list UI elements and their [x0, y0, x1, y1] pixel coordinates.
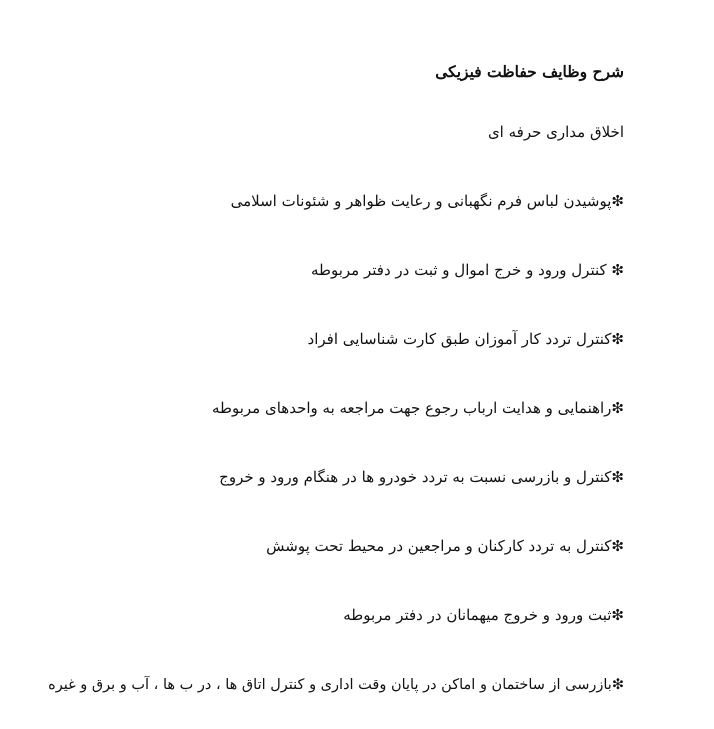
duty-item: ❇کنترل و بازرسی نسبت به تردد خودرو ها در هنگام ورود و خروج	[219, 468, 624, 486]
duty-item: ❇ثبت ورود و خروج میهمانان در دفتر مربوطه	[343, 606, 624, 624]
duty-item: ❇پوشیدن لباس فرم نگهبانی و رعایت ظواهر و شئونات اسلامی	[230, 192, 624, 210]
document-title: شرح وظایف حفاظت فیزیکی	[435, 62, 624, 81]
duty-item: ❇راهنمایی و هدایت ارباب رجوع جهت مراجعه به واحدهای مربوطه	[212, 399, 624, 417]
duty-item: ❇کنترل به تردد کارکنان و مراجعین در محیط تحت پوشش	[266, 537, 624, 555]
document-subtitle: اخلاق مداری حرفه ای	[487, 123, 624, 141]
duty-item: ❇بازرسی از ساختمان و اماکن در پایان وقت اداری و کنترل اتاق ها ، در ب ها ، آب و برق و غیره	[48, 677, 624, 693]
duty-item: ❇کنترل تردد کار آموزان طبق کارت شناسایی افراد	[307, 330, 624, 348]
duty-item: ❇ کنترل ورود و خرج اموال و ثبت در دفتر مربوطه	[311, 261, 624, 279]
